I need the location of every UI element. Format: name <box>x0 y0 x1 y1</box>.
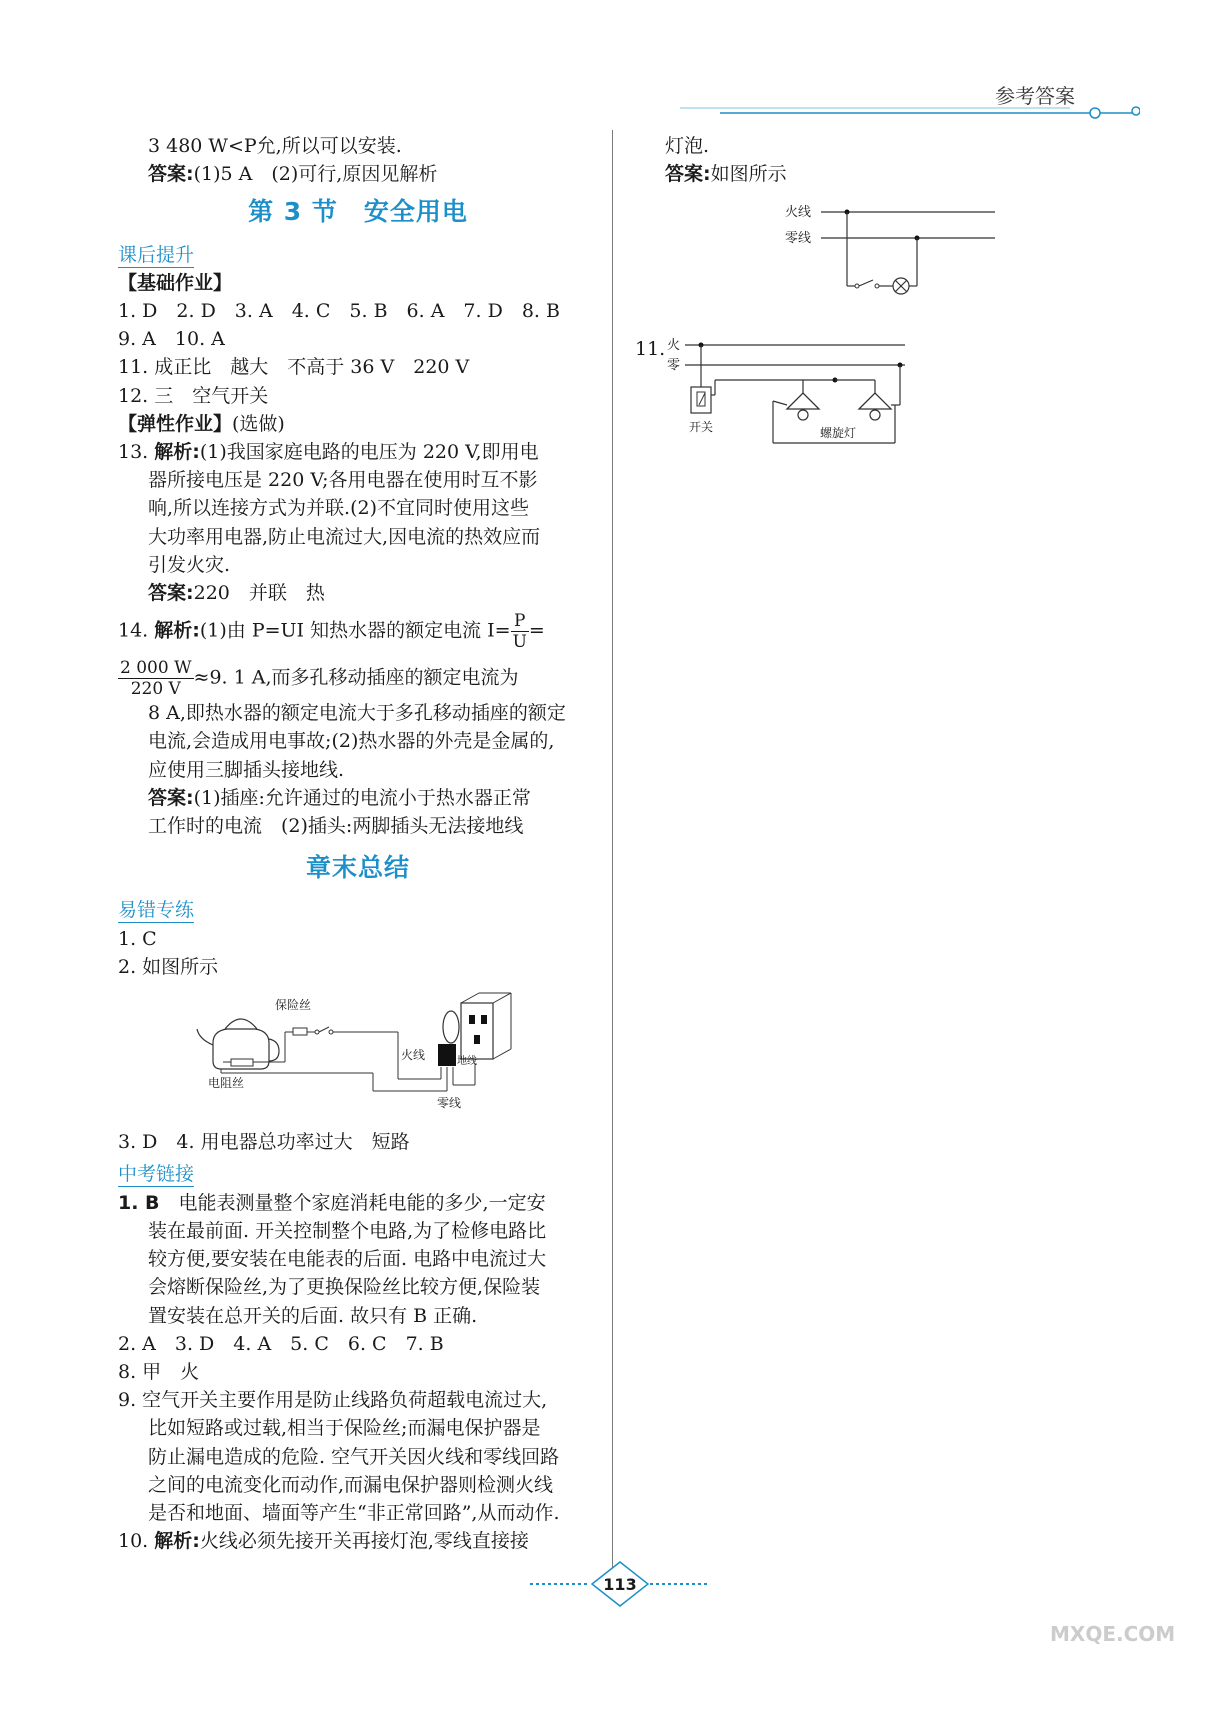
left-column <box>118 132 598 1555</box>
answer-line: 2. 如图所示 <box>118 955 219 978</box>
ground-wire-label: 地线 <box>457 1056 477 1068</box>
fuse-label: 保险丝 <box>275 998 312 1013</box>
watermark: MXQE.COM <box>1050 1622 1176 1646</box>
neutral-wire-label: 零线 <box>437 1096 462 1111</box>
answer-line: 引发火灾. <box>148 553 231 576</box>
header-title: 参考答案 <box>995 84 1075 108</box>
fraction: $\frac{2 000 W}{220 V}$ <box>120 658 192 700</box>
answer-line: 答案:(1)插座:允许通过的电流小于热水器正常 <box>148 786 531 809</box>
subsection-title: 课后提升 <box>118 243 195 266</box>
live-wire-label: 火线 <box>785 205 812 221</box>
fraction: $\frac{P}{U}$ <box>512 611 527 653</box>
answer-line: 3. D 4. 用电器总功率过大 短路 <box>118 1131 410 1154</box>
answer-line: 12. 三 空气开关 <box>118 384 269 407</box>
column-divider <box>612 130 613 1570</box>
answer-line: 会熔断保险丝,为了更换保险丝比较方便,保险装 <box>148 1276 541 1299</box>
answer-line: 大功率用电器,防止电流过大,因电流的热效应而 <box>148 525 541 548</box>
neutral-wire-label: 零线 <box>785 231 812 247</box>
answer-line: 1. D 2. D 3. A 4. C 5. B 6. A 7. D 8. B <box>118 300 560 323</box>
page-number: 113 <box>603 1575 637 1594</box>
answer-line: 比如短路或过载,相当于保险丝;而漏电保护器是 <box>148 1417 541 1440</box>
subsection-title: 中考链接 <box>118 1163 195 1186</box>
section-title: 第 3 节 安全用电 <box>248 197 468 227</box>
right-column <box>635 132 1155 468</box>
answer-line: 答案:(1)5 A (2)可行,原因见解析 <box>148 163 438 186</box>
answer-line: 电流,会造成用电事故;(2)热水器的外壳是金属的, <box>148 730 555 753</box>
answer-line: 8. 甲 火 <box>118 1360 200 1383</box>
answer-line: 答案:如图所示 <box>665 163 787 186</box>
answer-line: 置安装在总开关的后面. 故只有 B 正确. <box>148 1304 478 1327</box>
answer-line: 防止漏电造成的危险. 空气开关因火线和零线回路 <box>148 1445 560 1468</box>
answer-line: 10. 解析:火线必须先接开关再接灯泡,零线直接接 <box>118 1530 529 1553</box>
answer-line: 是否和地面、墙面等产生“非正常回路”,从而动作. <box>148 1501 560 1524</box>
section-title: 章末总结 <box>305 853 410 883</box>
answer-line: 较方便,要安装在电能表的后面. 电路中电流过大 <box>148 1248 547 1271</box>
answer-line: 9. 空气开关主要作用是防止线路负荷超载电流过大, <box>118 1389 548 1412</box>
answer-line: 响,所以连接方式为并联.(2)不宜同时使用这些 <box>148 497 529 520</box>
page-number-badge <box>530 1560 710 1610</box>
group-label: 【基础作业】 <box>118 271 233 294</box>
answer-line: 9. A 10. A <box>118 328 225 351</box>
answer-line: 应使用三脚插头接地线. <box>148 758 345 781</box>
answer-line: 装在最前面. 开关控制整个电路,为了检修电路比 <box>148 1219 547 1242</box>
header-decoration <box>680 100 1140 120</box>
neutral-wire-label: 零 <box>667 357 681 373</box>
answer-line: $\frac{2 000 W}{220 V}$ ≈9. 1 A,而多孔移动插座的额定电流为 <box>120 658 519 700</box>
resistor-label: 电阻丝 <box>208 1076 245 1091</box>
answer-line: 1. B 电能表测量整个家庭消耗电能的多少,一定安 <box>118 1191 546 1214</box>
answer-line: 1. C <box>118 927 157 950</box>
switch-lamp-diagram <box>785 196 1045 306</box>
answer-line: 8 A,即热水器的额定电流大于多孔移动插座的额定 <box>148 702 566 725</box>
answer-line: 之间的电流变化而动作,而漏电保护器则检测火线 <box>148 1473 554 1496</box>
lamp-label: 螺旋灯 <box>820 425 857 440</box>
switch-label: 开关 <box>689 419 714 434</box>
subsection-title: 易错专练 <box>118 899 195 922</box>
answer-line: 工作时的电流 (2)插头:两脚插头无法接地线 <box>148 815 524 838</box>
spiral-lamp-diagram <box>665 335 925 460</box>
kettle-wiring-diagram <box>193 989 523 1114</box>
group-label: 【弹性作业】(选做) <box>118 412 285 435</box>
answer-line: 11. <box>635 337 666 360</box>
answer-line: 灯泡. <box>665 135 710 157</box>
answer-line: 13. 解析:(1)我国家庭电路的电压为 220 V,即用电 <box>118 441 539 464</box>
live-wire-label: 火线 <box>401 1048 426 1063</box>
answer-line: 11. 成正比 越大 不高于 36 V 220 V <box>118 356 470 379</box>
answer-line: 3 480 W<P允,所以可以安装. <box>148 135 402 157</box>
live-wire-label: 火 <box>667 337 681 353</box>
answer-line: 14. 解析:(1)由 P=UI 知热水器的额定电流 I= $\frac{P}{U}$ = <box>118 611 545 653</box>
answer-line: 答案:220 并联 热 <box>148 582 325 605</box>
answer-line: 器所接电压是 220 V;各用电器在使用时互不影 <box>148 469 538 492</box>
answer-line: 2. A 3. D 4. A 5. C 6. C 7. B <box>118 1332 444 1355</box>
